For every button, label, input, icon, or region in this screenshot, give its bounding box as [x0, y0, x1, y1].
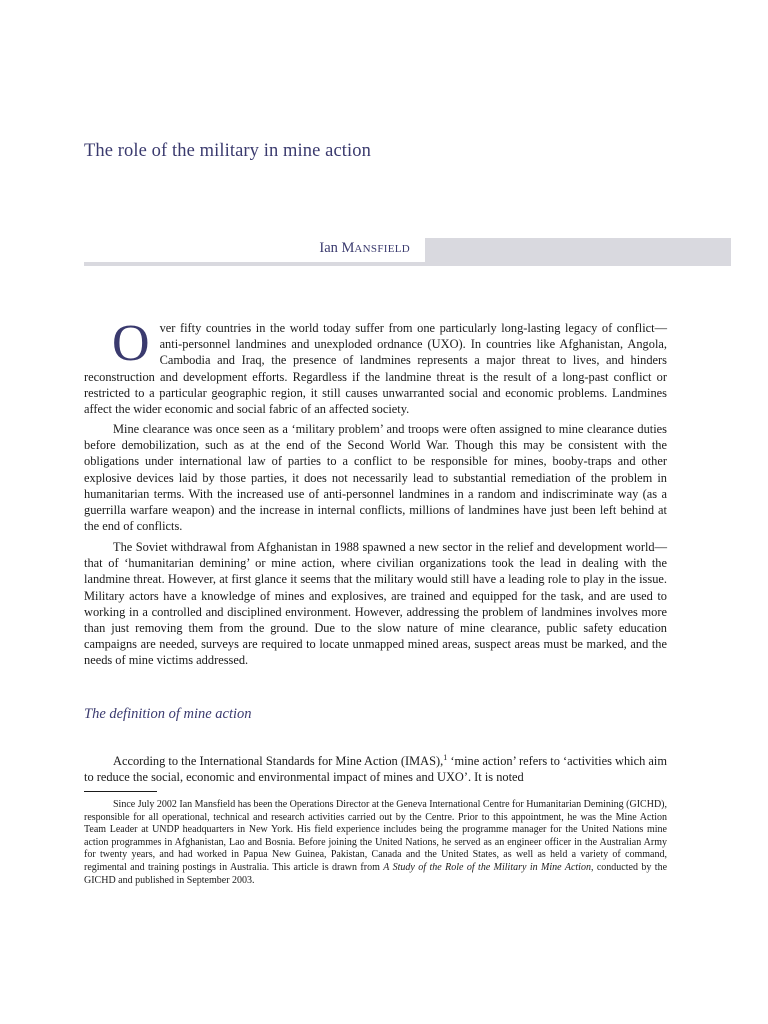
- author-first-name: Ian: [319, 240, 338, 256]
- section-heading: The definition of mine action: [84, 706, 252, 722]
- footnote-end: , conducted by the GICHD and published in September 2003.: [84, 861, 668, 886]
- intro-paragraph: [84, 315, 667, 417]
- footnote-italic-title: A Study of the Role of the Military in Mine Action: [383, 861, 591, 873]
- author-band: [84, 238, 731, 266]
- author-last-initial: M: [341, 240, 355, 256]
- author-name: [319, 240, 410, 257]
- paragraph-2-text: Mine clearance was once seen as a ‘military problem’ and troops were often assigned to mine clearance duties before demobilization, such as at the end of the Second World War. Though this may be consistent with the obligations under international law of parties to a conflict to be responsible for mines, booby-traps and other explosive devices laid by those parties, it does not necessarily lead to substantial remediation of the problem in humanitarian terms. With the increased use of anti-personnel landmines in a random and indiscriminate way (as a guerrilla warfare weapon) and the increase in internal conflicts, millions of landmines have just been left behind at the end of conflicts.: [84, 422, 667, 534]
- paragraph-3-text: The Soviet withdrawal from Afghanistan in 1988 spawned a new sector in the relief and development world—that of ‘humanitarian demining’ or mine action, where civilian organizations took the lead in dealing with the landmine threat. However, at first glance it seems that the military would still have a leading role to play in the issue. Military actors have a knowledge of mines and explosives, are trained and equipped for the task, and are used to working in a controlled and disciplined environment. However, addressing the problem of landmines involves more than just removing them from the ground. Due to the slow nature of mine clearance, public safety education campaigns are needed, surveys are required to locate unmapped mined areas, suspect areas must be marked, and the needs of mine victims addressed.: [84, 540, 667, 668]
- paragraph-4-text: [84, 753, 667, 785]
- footnote-rule: [84, 791, 157, 792]
- footnote-ref[interactable]: 1: [443, 752, 448, 762]
- paragraph-2: [84, 421, 667, 534]
- author-last-rest: ANSFIELD: [354, 243, 410, 255]
- intro-text: ver fifty countries in the world today suffer from one particularly long-lasting legacy of conflict—anti-personnel landmines and unexploded ordnance (UXO). In countries like Afghanistan, Angola, Cambodia and Iraq, the presence of landmines represents a major threat to lives, and hinders reconstruction and development efforts. Regardless if the landmine threat is the result of a long-past conflict or restricted to a particular geographic region, it still causes unwarranted social and economic problems. Landmines affect the wider economic and social fabric of an affected society.: [84, 321, 667, 417]
- footnote-text: [84, 799, 667, 887]
- paragraph-3: [84, 539, 667, 669]
- article-title: The role of the military in mine action: [84, 141, 371, 161]
- drop-cap: O: [112, 315, 150, 372]
- paragraph-4: [84, 753, 667, 785]
- paragraph-4-after: ‘mine action’ refers to ‘activities which aim to reduce the social, economic and environmental impact of mines and UXO’. It is noted: [84, 754, 667, 785]
- author-band-grey: [425, 238, 731, 262]
- author-band-rule: [84, 262, 731, 266]
- footnote: [84, 799, 667, 887]
- paragraph-4-before: According to the International Standards for Mine Action (IMAS),: [113, 754, 444, 768]
- footnote-body: Since July 2002 Ian Mansfield has been the Operations Director at the Geneva International Centre for Humanitarian Demining (GICHD), responsible for all operational, technical and research activities carried out by the Centre. Prior to this appointment, he was the Mine Action Team Leader at UNDP headquarters in New York. His field experience includes being the programme manager for the United Nations mine action programmes in Afghanistan, Lao and Bosnia. Before joining the United Nations, he served as an engineer officer in the Australian Army for twenty years, and had worked in Papua New Guinea, Pakistan, Canada and the United States, as well as held a variety of command, regimental and training postings in Australia. This article is drawn from: [84, 799, 667, 873]
